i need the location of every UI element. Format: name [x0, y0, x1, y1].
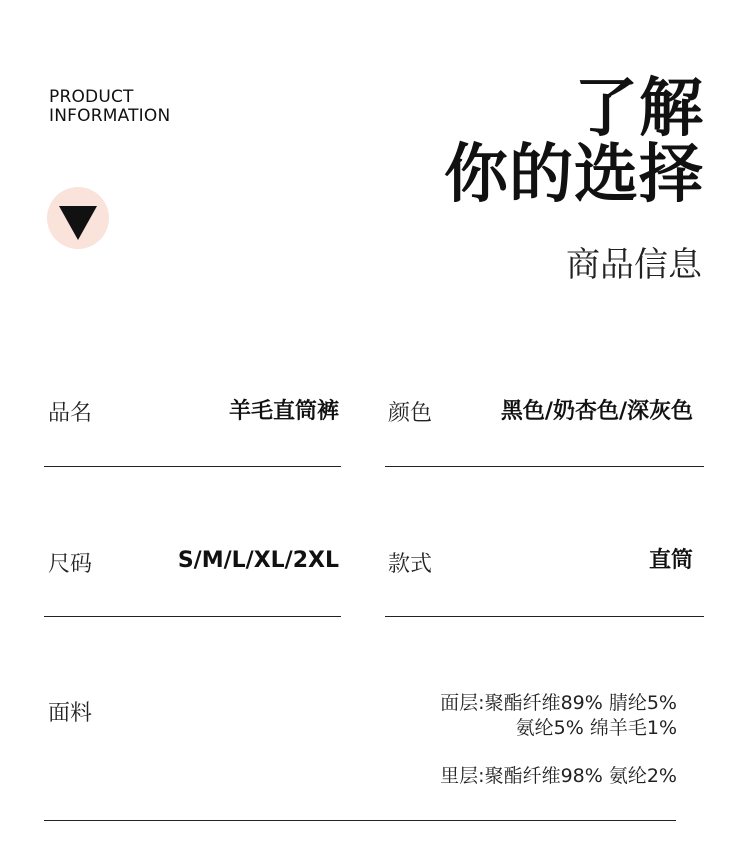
- title-line-1: 了解: [574, 72, 704, 146]
- eyebrow-line-1: PRODUCT: [49, 87, 134, 107]
- size-label: 尺码: [48, 552, 93, 577]
- name-value: 羊毛直筒裤: [228, 399, 339, 424]
- material-divider: [44, 820, 676, 821]
- product-information-eyebrow: [49, 88, 170, 126]
- eyebrow-line-2: INFORMATION: [49, 106, 171, 126]
- style-divider: [385, 616, 704, 617]
- material-outer-line-1: 面层:聚酯纤维89% 腈纶5%: [440, 692, 677, 714]
- style-label: 款式: [388, 552, 433, 577]
- color-divider: [385, 466, 704, 467]
- name-label: 品名: [48, 401, 93, 426]
- section-subtitle: 商品信息: [566, 245, 702, 285]
- material-label: 面料: [48, 701, 93, 726]
- color-value: 黑色/奶杏色/深灰色: [500, 399, 693, 424]
- size-divider: [44, 616, 341, 617]
- title-line-2: 你的选择: [444, 138, 704, 212]
- color-label: 颜色: [388, 401, 433, 426]
- material-lining: 里层:聚酯纤维98% 氨纶2%: [440, 765, 677, 787]
- style-value: 直筒: [648, 548, 693, 573]
- material-outer-line-2: 氨纶5% 绵羊毛1%: [515, 717, 677, 739]
- size-value: S/M/L/XL/2XL: [177, 548, 339, 573]
- name-divider: [44, 466, 341, 467]
- triangle-down-icon: [59, 206, 97, 240]
- down-triangle-marker: [47, 187, 109, 249]
- page-title: [444, 72, 704, 212]
